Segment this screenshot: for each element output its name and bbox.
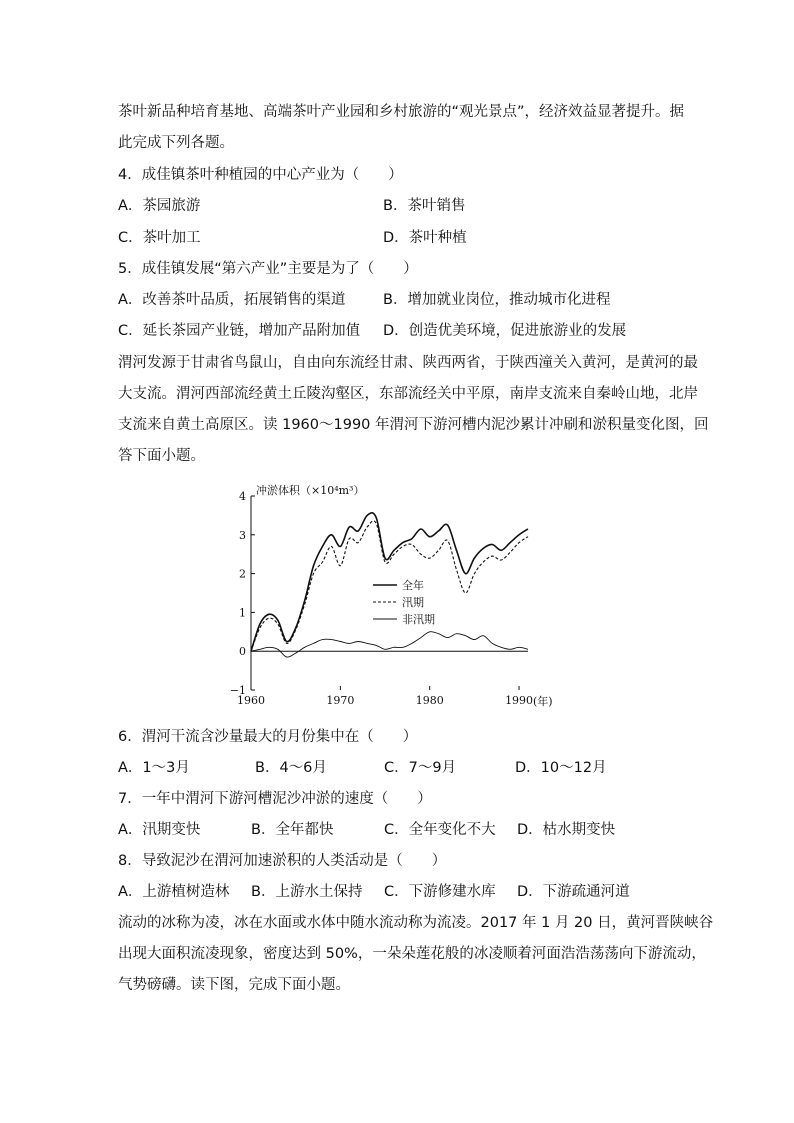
chart-ticks	[230, 490, 533, 707]
legend-label-1: 全年	[402, 579, 424, 592]
chart-legend	[373, 578, 435, 626]
q7-option-a[interactable]: A．汛期变快	[118, 822, 201, 838]
intro-line-1: 茶叶新品种培育基地、高端茶叶产业园和乡村旅游的“观光景点”，经济效益显著提升。据	[118, 104, 685, 120]
sediment-chart	[228, 478, 558, 710]
x-tick-label: 1960	[237, 694, 265, 707]
q4-option-b[interactable]: B．茶叶销售	[383, 198, 466, 214]
q6-option-b[interactable]: B．4～6月	[255, 760, 327, 776]
q4-option-d[interactable]: D．茶叶种植	[383, 230, 467, 246]
passage3-line-3: 气势磅礴。读下图，完成下面小题。	[118, 977, 350, 993]
q8-option-b[interactable]: B．上游水土保持	[251, 884, 363, 900]
q5-option-d[interactable]: D．创造优美环境，促进旅游业的发展	[383, 323, 627, 339]
chart-title: 冲淤体积（×10⁴m³）	[256, 484, 365, 497]
passage2-line-4: 答下面小题。	[118, 448, 205, 464]
q4-stem: 4．成佳镇茶叶种植园的中心产业为（ ）	[118, 167, 403, 183]
y-tick-label: 4	[239, 490, 246, 503]
q8-option-c[interactable]: C．下游修建水库	[384, 884, 496, 900]
q4-option-a[interactable]: A．茶园旅游	[118, 198, 201, 214]
y-tick-label: 2	[239, 567, 246, 581]
x-tick-label: 1970	[326, 694, 355, 707]
series-line-1	[251, 513, 528, 651]
q5-stem: 5．成佳镇发展“第六产业”主要是为了（ ）	[118, 261, 418, 277]
intro-line-2: 此完成下列各题。	[118, 135, 234, 151]
y-tick-label: 0	[239, 645, 246, 659]
chart-xlabel: (年)	[533, 695, 553, 708]
x-tick-label: 1990	[505, 694, 534, 707]
passage2-line-1: 渭河发源于甘肃省鸟鼠山，自由向东流经甘肃、陕西两省，于陕西潼关入黄河，是黄河的最	[118, 355, 698, 371]
y-tick-label: 1	[239, 606, 246, 620]
y-tick-label: 3	[239, 528, 246, 542]
q7-stem: 7．一年中渭河下游河槽泥沙冲淤的速度（ ）	[118, 791, 432, 807]
passage3-line-2: 出现大面积流凌现象，密度达到 50%，一朵朵莲花般的冰凌顺着河面浩浩荡荡向下游流动，	[118, 946, 706, 962]
q5-option-b[interactable]: B．增加就业岗位，推动城市化进程	[383, 292, 611, 308]
series-line-2	[251, 521, 528, 651]
q5-option-a[interactable]: A．改善茶叶品质，拓展销售的渠道	[118, 292, 346, 308]
q8-stem: 8．导致泥沙在渭河加速淤积的人类活动是（ ）	[118, 853, 447, 869]
q7-option-c[interactable]: C．全年变化不大	[384, 822, 496, 838]
passage2-line-3: 支流来自黄土高原区。读 1960～1990 年渭河下游河槽内泥沙累计冲刷和淤积量变化图，回	[118, 417, 709, 433]
x-tick-label: 1980	[415, 694, 444, 707]
legend-label-2: 汛期	[402, 596, 424, 609]
q6-option-d[interactable]: D．10～12月	[515, 760, 607, 776]
passage2-line-2: 大支流。渭河西部流经黄土丘陵沟壑区，东部流经关中平原，南岸支流来自秦岭山地，北岸	[118, 386, 698, 402]
passage3-line-1: 流动的冰称为凌，冰在水面或水体中随水流动称为流凌。2017 年 1 月 20 日，黄河晋陕峡谷	[118, 915, 714, 931]
y-tick-label: −1	[229, 684, 246, 697]
q7-option-b[interactable]: B．全年都快	[251, 822, 334, 838]
q6-option-c[interactable]: C．7～9月	[384, 760, 457, 776]
q5-option-c[interactable]: C．延长茶园产业链，增加产品附加值	[118, 323, 361, 339]
q8-option-a[interactable]: A．上游植树造林	[118, 884, 230, 900]
chart-axes	[251, 496, 528, 690]
q4-option-c[interactable]: C．茶叶加工	[118, 230, 201, 246]
q6-option-a[interactable]: A．1～3月	[118, 760, 190, 776]
q6-stem: 6．渭河干流含沙量最大的月份集中在（ ）	[118, 729, 418, 745]
legend-label-3: 非汛期	[402, 613, 435, 626]
q7-option-d[interactable]: D．枯水期变快	[517, 822, 616, 838]
q8-option-d[interactable]: D．下游疏通河道	[517, 884, 630, 900]
